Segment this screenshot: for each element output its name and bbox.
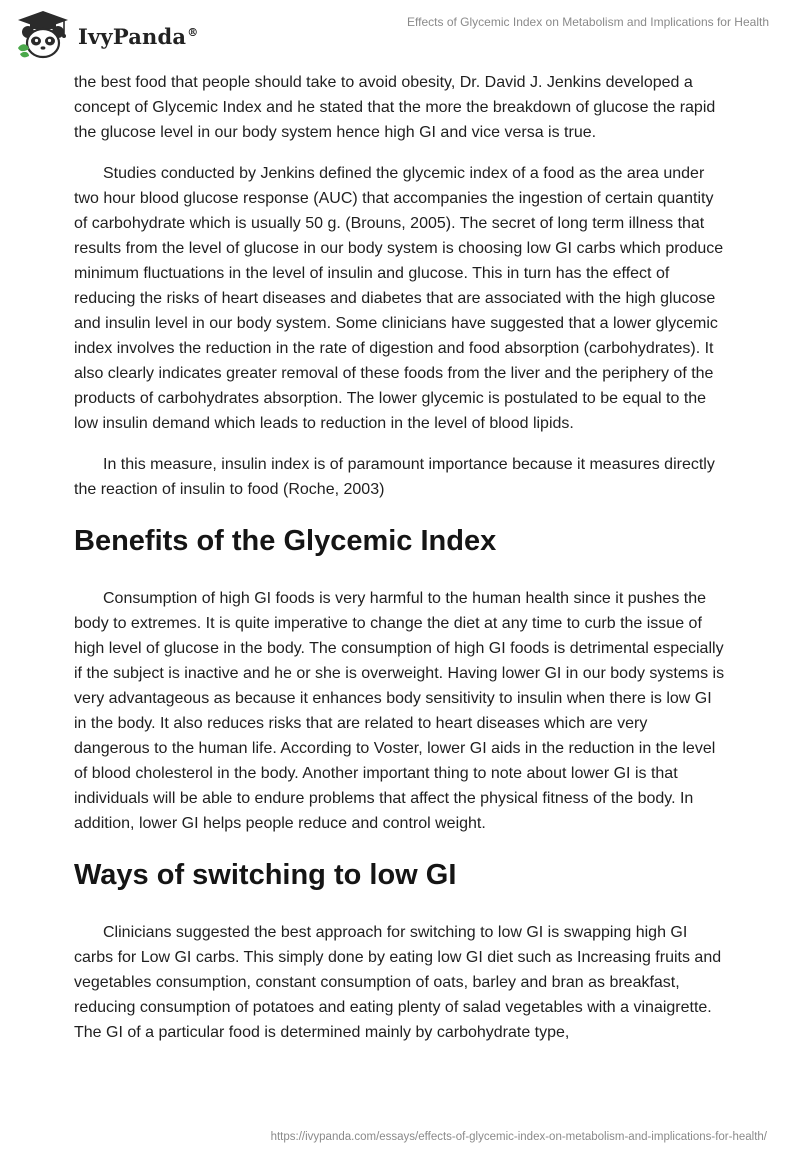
brand-logo[interactable] <box>14 8 198 62</box>
paragraph: In this measure, insulin index is of paramount importance because it measures directly the reaction of insulin to food (Roche, 2003) <box>74 456 715 498</box>
panda-graduate-icon <box>14 8 72 62</box>
section-heading-benefits: Benefits of the Glycemic Index <box>74 525 497 557</box>
page-header <box>0 0 800 70</box>
paragraph: Studies conducted by Jenkins defined the glycemic index of a food as the area under two hour blood glucose response (AUC) that accompanies the ingestion of certain quantity of carbohydrate which is usually 50 g. (Brouns, 2005). The secret of long term illness that results from the level of glucose in our body system is choosing low GI carbs which produce minimum fluctuations in the level of insulin and glucose. This in turn has the effect of reducing the risks of heart diseases and diabetes that are associated with the high glucose and insulin level in our body system. Some clinicians have suggested that a lower glycemic index involves the reduction in the rate of digestion and food absorption (carbohydrates). It also clearly indicates greater removal of these foods from the liver and the periphery of the products of carbohydrates absorption. The lower glycemic is postulated to be equal to the low insulin demand which leads to reduction in the level of blood lipids. <box>74 165 724 432</box>
article-body <box>74 70 726 1061</box>
paragraph: Consumption of high GI foods is very harmful to the human health since it pushes the body to extremes. It is quite imperative to change the diet at any time to curb the issue of high level of glucose in the body. The consumption of high GI foods is detrimental especially if the subject is inactive and he or she is overweight. Having lower GI in our body systems is very advantageous as because it enhances body sensitivity to insulin when there is low GI in the body. It also reduces risks that are related to heart diseases which are very dangerous to the human life. According to Voster, lower GI aids in the reduction in the level of blood cholesterol in the body. Another important thing to note about lower GI is that individuals will be able to endure problems that affect the physical fitness of the body. In addition, lower GI helps people reduce and control weight. <box>74 590 725 832</box>
running-title: Effects of Glycemic Index on Metabolism and Implications for Health <box>407 15 769 29</box>
source-url[interactable]: https://ivypanda.com/essays/effects-of-glycemic-index-on-metabolism-and-implications-for-health/ <box>270 1131 767 1143</box>
section-heading-ways: Ways of switching to low GI <box>74 859 457 891</box>
paragraph-continued: the best food that people should take to avoid obesity, Dr. David J. Jenkins developed a concept of Glycemic Index and he stated that the more the breakdown of glucose the rapid the glucose level in our body system hence high GI and vice versa is true. <box>74 74 716 141</box>
paragraph: Clinicians suggested the best approach for switching to low GI is swapping high GI carbs for Low GI carbs. This simply done by eating low GI diet such as Increasing fruits and vegetables consumption, constant consumption of oats, barley and bran as breakfast, reducing consumption of potatoes and eating plenty of salad vegetables with a vinaigrette. The GI of a particular food is determined mainly by carbohydrate type, <box>74 924 722 1041</box>
brand-name: IvyPanda® <box>78 23 199 49</box>
